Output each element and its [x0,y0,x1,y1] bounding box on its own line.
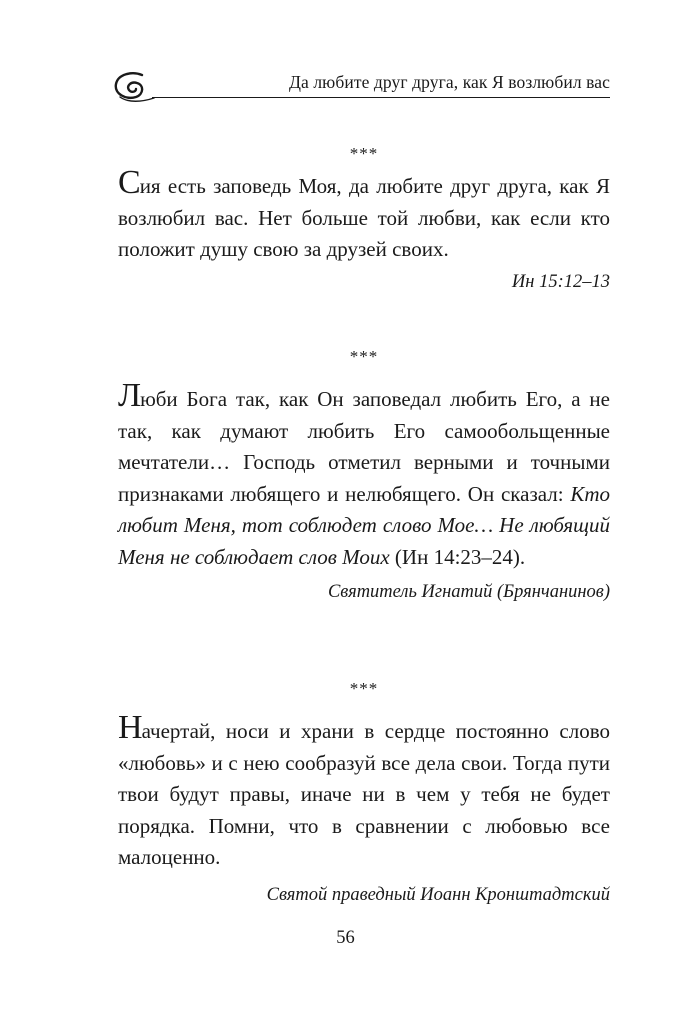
swirl-ornament-icon [112,70,156,104]
section-separator: *** [349,144,379,163]
quote-attribution: Святой праведный Иоанн Кронштадтский [266,884,610,905]
header-rule [152,97,610,98]
dropcap: Н [118,709,142,746]
quote-attribution: Ин 15:12–13 [511,271,610,292]
quote-italic-citation: Кто любит Меня, тот соблюдет слово Мое… Не любящий Меня не соблюдает слов Моих [118,481,610,569]
quote-attribution: Святитель Игнатий (Брянчанинов) [327,582,610,602]
section-separator: *** [349,347,379,366]
page-number: 56 [336,928,355,948]
dropcap: С [118,164,140,201]
section-separator: *** [349,679,379,698]
quote-body: юби Бога так, как Он заповедал любить Его, а не так, как думают любить Его самообольщенные мечтатели… Господь отметил верными и точными признаками любящего и нелюбящего. Он сказал: [118,387,610,506]
dropcap: Л [118,377,141,414]
quote-text [118,709,610,874]
running-title: Да любите друг друга, как Я возлюбил вас [288,72,610,92]
quote-body: ия есть заповедь Моя, да любите друг друга, как Я возлюбил вас. Нет больше той любви, как если кто положит душу свою за друзей своих. [118,174,610,261]
quote-text [118,164,610,266]
quote-entry-3 [118,709,610,908]
quote-entry-1 [118,164,610,295]
quote-body: ачертай, носи и храни в сердце постоянно слово «любовь» и с нею сообразуй все дела свои. Тогда пути твои будут правы, иначе ни в чем у тебя не будет порядка. Помни, что в сравнении с любовью все малоценно. [118,719,610,869]
quote-text [118,377,610,573]
quote-entry-2 [118,377,610,605]
quote-reference: (Ин 14:23–24). [389,544,526,569]
running-header [112,66,610,100]
